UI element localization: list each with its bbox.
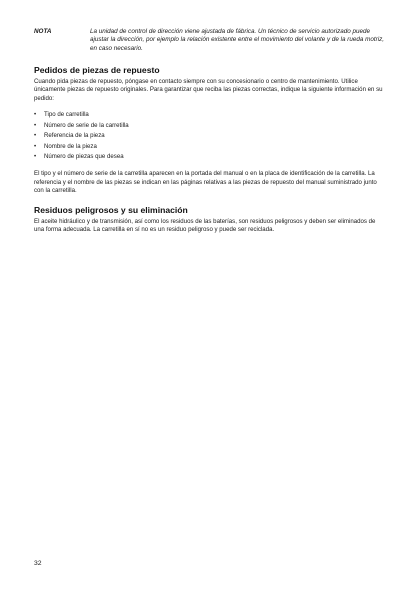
- bullet-marker: •: [34, 132, 37, 140]
- note-text: La unidad de control de dirección viene ajustada de fábrica. Un técnico de servicio autorizado puede ajustar la dirección, por ejemplo la relación existente entre el movimiento del volante y de la rueda motriz, en caso necesario.: [90, 28, 385, 52]
- list-item: [34, 142, 386, 152]
- spare-parts-closing: El tipo y el número de serie de la carretilla aparecen en la portada del manual o en la placa de identificación de la carretilla. La referencia y el nombre de las piezas se indican en las páginas relativas a las piezas de repuesto del manual suministrado junto con la carretilla.: [34, 170, 377, 195]
- list-item-text: Número de piezas que desea: [44, 153, 124, 161]
- list-item: [34, 121, 386, 131]
- note-block: [34, 28, 386, 53]
- list-item: [34, 131, 386, 141]
- list-item-text: Tipo de carretilla: [44, 111, 89, 119]
- spare-parts-list: [34, 110, 386, 162]
- bullet-marker: •: [34, 153, 37, 161]
- manual-page: [34, 28, 386, 235]
- bullet-marker: •: [34, 121, 37, 129]
- hazardous-waste-heading: Residuos peligrosos y su eliminación: [34, 204, 188, 215]
- list-item-text: Número de serie de la carretilla: [44, 121, 129, 129]
- list-item-text: Nombre de la pieza: [44, 142, 97, 150]
- spare-parts-heading: Pedidos de piezas de repuesto: [34, 64, 160, 75]
- list-item: [34, 152, 386, 162]
- spare-parts-intro: Cuando pida piezas de repuesto, póngase en contacto siempre con su concesionario o centro de mantenimiento. Utilice únicamente piezas de repuesto originales. Para garantizar que reciba las piezas correctas, indique la siguiente información en su pedido:: [34, 77, 383, 102]
- page-number: 32: [34, 560, 42, 567]
- bullet-marker: •: [34, 111, 37, 119]
- list-item: [34, 110, 386, 120]
- note-label: NOTA: [34, 28, 52, 35]
- list-item-text: Referencia de la pieza: [44, 132, 105, 140]
- bullet-marker: •: [34, 142, 37, 150]
- hazardous-waste-body: El aceite hidráulico y de transmisión, así como los residuos de las baterías, son residuos peligrosos y deben ser eliminados de una forma adecuada. La carretilla en sí no es un residuo peligroso y puede ser reciclada.: [34, 217, 376, 234]
